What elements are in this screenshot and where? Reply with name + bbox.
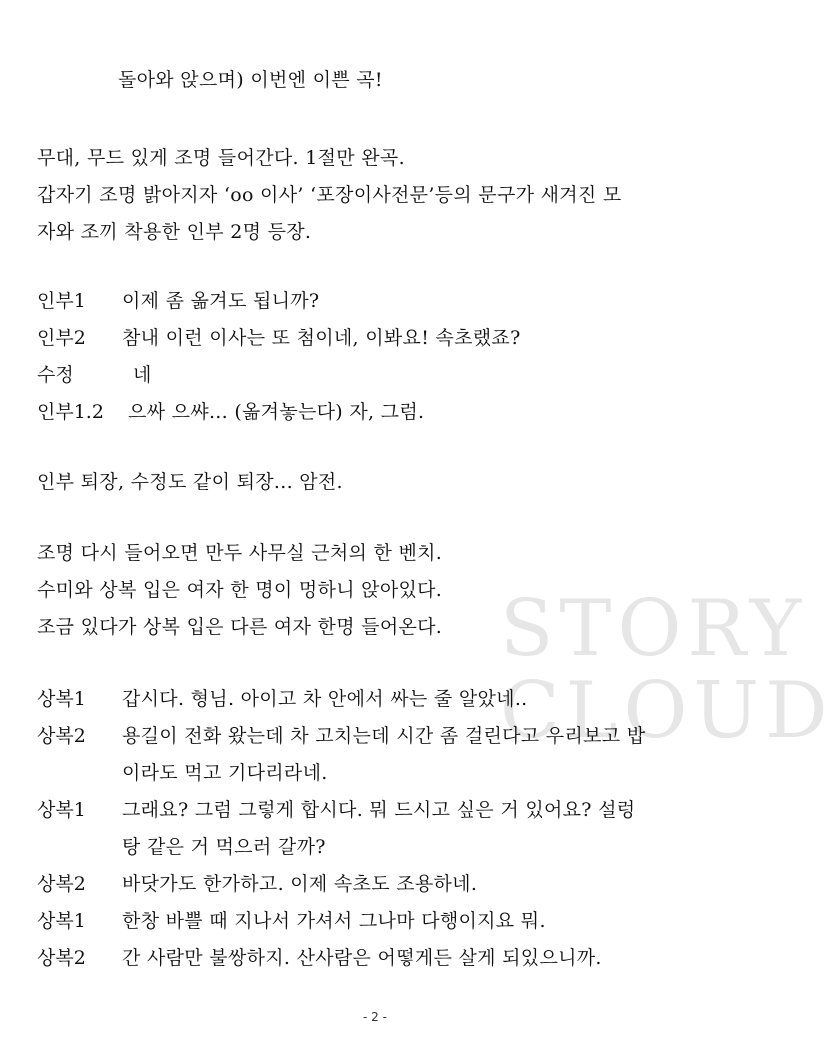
dialogue-text: 그래요? 그럼 그렇게 합시다. 뭐 드시고 싶은 거 있어요? 설렁 — [122, 799, 636, 821]
watermark-line-1: STORY — [500, 584, 808, 674]
stage-direction-line: 돌아와 앉으며) 이번엔 이쁜 곡! — [118, 69, 383, 91]
dialogue-text-continuation: 이라도 먹고 기다리라네. — [122, 762, 328, 784]
speaker-name: 상복2 — [37, 947, 86, 969]
dialogue-text: 네 — [133, 364, 152, 386]
stage-direction-line: 수미와 상복 입은 여자 한 명이 멍하니 앉아있다. — [37, 579, 443, 601]
dialogue-text: 한창 바쁠 때 지나서 가셔서 그나마 다행이지요 뭐. — [122, 910, 546, 932]
dialogue-text: 바닷가도 한가하고. 이제 속초도 조용하네. — [122, 873, 478, 895]
stage-direction-line: 갑자기 조명 밝아지자 ‘oo 이사’ ‘포장이사전문’등의 문구가 새겨진 모 — [37, 184, 622, 206]
dialogue-text: 참내 이런 이사는 또 첨이네, 이봐요! 속초랬죠? — [122, 327, 521, 349]
stage-direction-line: 자와 조끼 착용한 인부 2명 등장. — [37, 221, 312, 243]
speaker-name: 상복1 — [37, 910, 86, 932]
speaker-name: 수정 — [37, 364, 74, 386]
dialogue-text: 간 사람만 불쌍하지. 산사람은 어떻게든 살게 되있으니까. — [122, 947, 602, 969]
watermark-line-2: CLOUD — [500, 666, 834, 756]
dialogue-text: 용길이 전화 왔는데 차 고치는데 시간 좀 걸린다고 우리보고 밥 — [122, 725, 646, 747]
dialogue-text-continuation: 탕 같은 거 먹으러 갈까? — [122, 836, 326, 858]
speaker-name: 인부2 — [37, 327, 86, 349]
speaker-name: 상복1 — [37, 688, 86, 710]
dialogue-text: 갑시다. 형님. 아이고 차 안에서 싸는 줄 알았네.. — [122, 688, 528, 710]
speaker-name: 상복1 — [37, 799, 86, 821]
speaker-name: 상복2 — [37, 725, 86, 747]
dialogue-text: 이제 좀 옮겨도 됩니까? — [122, 290, 320, 312]
dialogue-text: 으싸 으쌰... (옮겨놓는다) 자, 그럼. — [128, 401, 425, 423]
speaker-name: 상복2 — [37, 873, 86, 895]
page-number: - 2 - — [363, 1010, 387, 1024]
stage-direction-line: 조금 있다가 상복 입은 다른 여자 한명 들어온다. — [37, 616, 443, 638]
stage-direction-line: 인부 퇴장, 수정도 같이 퇴장... 암전. — [37, 471, 343, 493]
stage-direction-line: 무대, 무드 있게 조명 들어간다. 1절만 완곡. — [37, 147, 405, 169]
speaker-name: 인부1 — [37, 290, 86, 312]
stage-direction-line: 조명 다시 들어오면 만두 사무실 근처의 한 벤치. — [37, 542, 443, 564]
speaker-name: 인부1.2 — [37, 401, 104, 423]
